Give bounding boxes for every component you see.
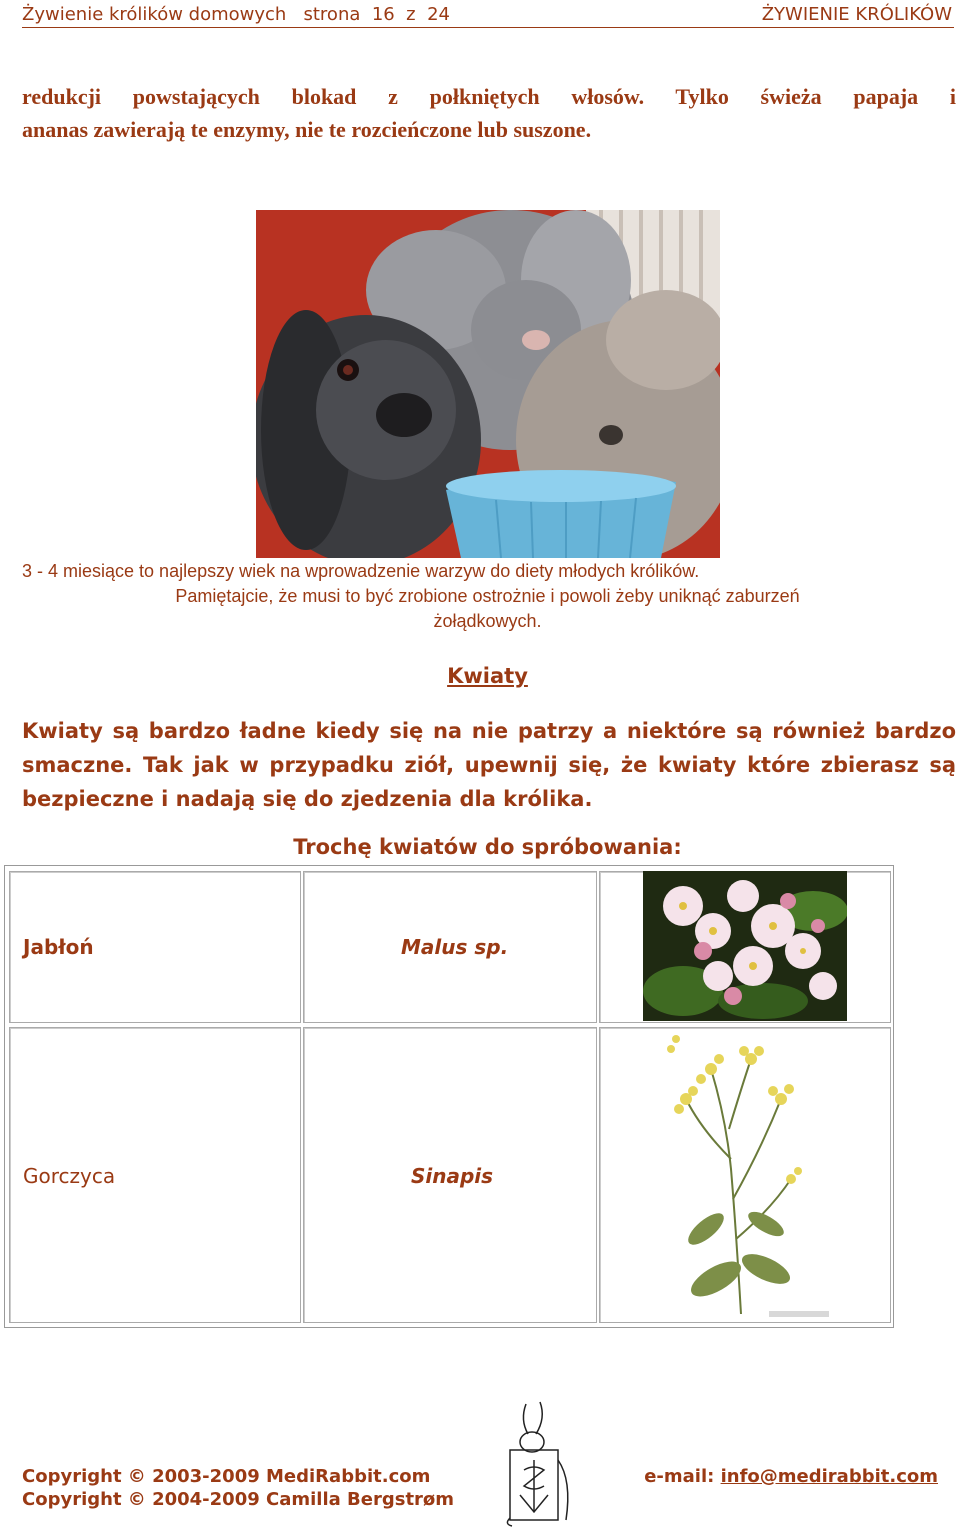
- copyright-line-2: Copyright © 2004-2009 Camilla Bergstrøm: [22, 1489, 455, 1510]
- photo-caption-line-2: Pamiętajcie, że musi to być zrobione ostrożnie i powoli żeby uniknąć zaburzeń: [175, 586, 800, 606]
- header-section-title: ŻYWIENIE KRÓLIKÓW: [761, 4, 952, 25]
- flower-table: [4, 865, 894, 1328]
- table-title: Trochę kwiatów do spróbowania:: [293, 835, 682, 859]
- section-line-2: smaczne. Tak jak w przypadku ziół, upewnij się, że kwiaty które zbierasz są: [22, 753, 956, 777]
- mustard-plant-illustration: [641, 1029, 851, 1321]
- email-label: e-mail:: [644, 1466, 721, 1487]
- section-paragraph: [22, 714, 956, 816]
- section-line-1: Kwiaty są bardzo ładne kiedy się na nie patrzy a niektóre są również bardzo: [22, 719, 956, 743]
- header-title: Żywienie królików domowych strona 16 z 24: [22, 4, 450, 25]
- section-heading: Kwiaty: [447, 664, 528, 688]
- medirabbit-logo: [500, 1400, 580, 1527]
- copyright-line-1: Copyright © 2003-2009 MediRabbit.com: [22, 1466, 431, 1487]
- photo-caption-line-1: 3 - 4 miesiące to najlepszy wiek na wprowadzenie warzyw do diety młodych królików.: [22, 561, 700, 581]
- header-rule: [22, 27, 954, 28]
- photo-caption-line-3: żołądkowych.: [433, 611, 542, 631]
- email-link[interactable]: info@medirabbit.com: [720, 1466, 938, 1487]
- flower-common-name: Jabłoń: [23, 935, 94, 959]
- flower-latin-name: Sinapis: [411, 1164, 494, 1188]
- intro-paragraph: [22, 80, 956, 146]
- apple-blossom-photo: [643, 871, 847, 1021]
- intro-line-2: ananas zawierają te enzymy, nie te rozcieńczone lub suszone.: [22, 117, 592, 142]
- flower-latin-name: Malus sp.: [401, 935, 509, 959]
- flower-common-name: Gorczyca: [23, 1164, 116, 1188]
- section-line-3: bezpieczne i nadają się do zjedzenia dla królika.: [22, 787, 593, 811]
- rabbits-photo: [256, 210, 720, 558]
- email-contact: [644, 1466, 938, 1487]
- intro-line-1: redukcji powstających blokad z połkniętych włosów. Tylko świeża papaja i: [22, 84, 956, 109]
